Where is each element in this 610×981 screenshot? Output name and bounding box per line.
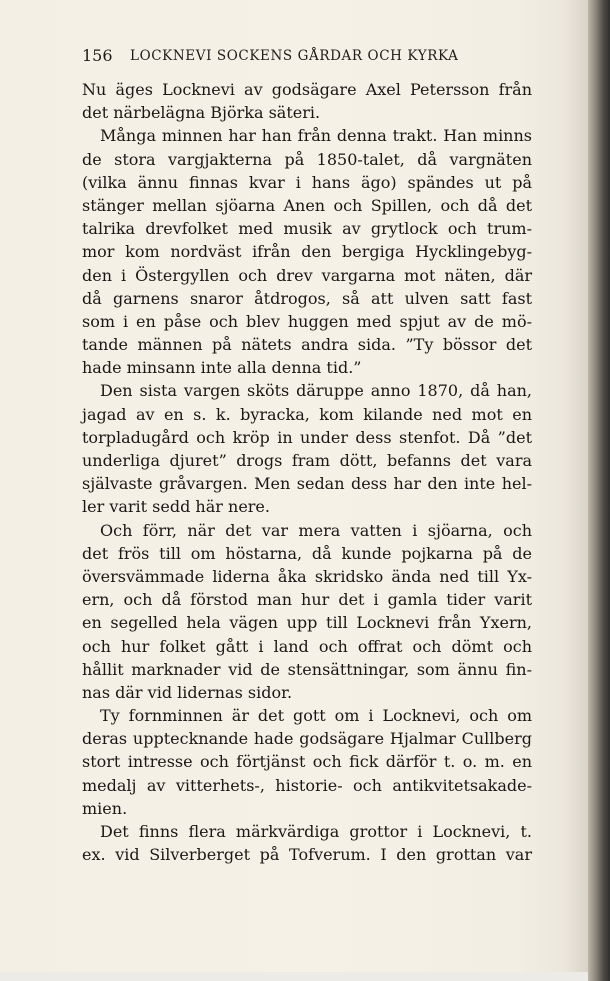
text-line: de stora vargjakterna på 1850-talet, då vargnäten	[82, 149, 532, 169]
text-line: Ty fornminnen är det gott om i Locknevi, och om	[100, 706, 532, 726]
text-line: ern, och då förstod man hur det i gamla tider varit	[82, 590, 532, 610]
text-line: Den sista vargen sköts däruppe anno 1870, då han,	[100, 381, 532, 401]
text-line: underliga djuret” drogs fram dött, befanns det vara	[82, 451, 532, 470]
text-line: och hur folket gått i land och offrat och dömt och	[82, 636, 532, 656]
text-line: torpladugård och kröp in under dess stenfot. Då ”det	[82, 427, 532, 447]
book-gutter-shadow	[588, 0, 610, 981]
text-line: hade minsann inte alla denna tid.”	[82, 358, 362, 378]
page-number: 156	[82, 46, 113, 65]
text-line: det frös till om höstarna, då kunde pojkarna på de	[82, 543, 532, 563]
text-line: den i Östergyllen och drev vargarna mot näten, där	[82, 265, 532, 285]
text-line: en segelled hela vägen upp till Locknevi från Yxern,	[82, 613, 532, 633]
text-line: Och förr, när det var mera vatten i sjöarna, och	[100, 520, 532, 540]
text-line: stänger mellan sjöarna Anen och Spillen, och då det	[82, 195, 532, 215]
text-line: självaste gråvargen. Men sedan dess har den inte hel-	[82, 474, 532, 494]
text-line: ler varit sedd här nere.	[82, 497, 270, 517]
text-line: ex. vid Silverberget på Tofverum. I den grottan var	[82, 845, 532, 865]
text-line: Nu äges Locknevi av godsägare Axel Petersson från	[82, 80, 532, 99]
text-line: hållit marknader vid de stensättningar, som ännu fin-	[82, 659, 532, 679]
text-line: medalj av vitterhets-, historie- och antikvitetsakade-	[82, 775, 532, 795]
body-text	[82, 78, 532, 866]
text-line: (vilka ännu finnas kvar i hans ägo) spändes ut på	[82, 172, 532, 192]
page-header	[82, 44, 532, 68]
text-line: mien.	[82, 798, 128, 818]
text-line: mor kom nordväst ifrån den bergiga Hycklingebyg-	[82, 242, 532, 262]
text-line: Många minnen har han från denna trakt. Han minns	[100, 126, 532, 146]
text-line: nas där vid lidernas sidor.	[82, 682, 293, 702]
running-title: LOCKNEVI SOCKENS GÅRDAR OCH KYRKA	[130, 48, 459, 64]
text-line: översvämmade liderna åka skridsko ända ned till Yx-	[82, 566, 532, 586]
text-line: deras upptecknande hade godsägare Hjalmar Cullberg	[82, 729, 532, 749]
text-line: jagad av en s. k. byracka, kom kilande ned mot en	[82, 404, 532, 424]
text-line: det närbelägna Björka säteri.	[82, 103, 321, 123]
text-line: som i en påse och blev huggen med spjut av de mö-	[82, 311, 532, 331]
text-line: talrika drevfolket med musik av grytlock och trum-	[82, 219, 532, 239]
text-line: då garnens snaror åtdrogos, så att ulven satt fast	[82, 288, 532, 308]
text-line: Det finns flera märkvärdiga grottor i Locknevi, t.	[100, 822, 532, 841]
text-line: tande männen på nätets andra sida. ”Ty bössor det	[82, 335, 532, 355]
page-bottom-edge	[0, 972, 588, 981]
text-line: stort intresse och förtjänst och fick därför t. o. m. en	[82, 752, 532, 772]
